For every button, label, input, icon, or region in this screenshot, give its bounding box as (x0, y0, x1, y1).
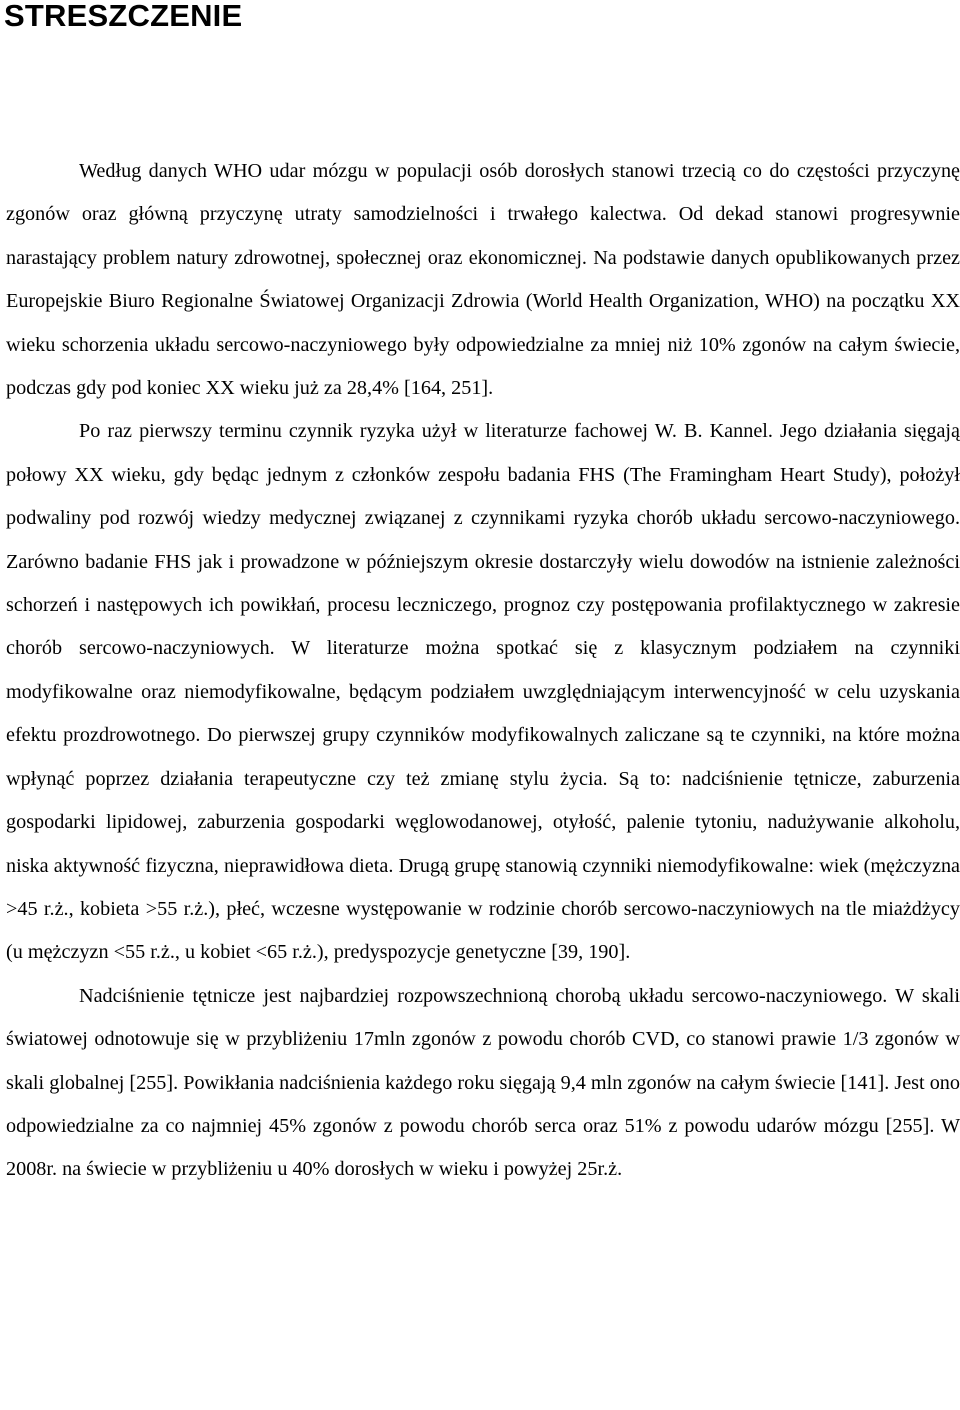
paragraph-risk-factors: Po raz pierwszy terminu czynnik ryzyka użył w literaturze fachowej W. B. Kannel. Jego działania sięgają połowy XX wieku, gdy będąc jednym z członków zespołu badania FHS (The Framingham Heart Study), położył podwaliny pod rozwój wiedzy medycznej związanej z czynnikami ryzyka chorób układu sercowo-naczyniowego. Zarówno badanie FHS jak i prowadzone w późniejszym okresie dostarczyły wielu dowodów na istnienie zależności schorzeń i następowych ich powikłań, procesu leczniczego, prognoz czy postępowania profilaktycznego w zakresie chorób sercowo-naczyniowych. W literaturze można spotkać się z klasycznym podziałem na czynniki modyfikowalne oraz niemodyfikowalne, będącym podziałem uwzględniającym interwencyjność w celu uzyskania efektu prozdrowotnego. Do pierwszej grupy czynników modyfikowalnych zaliczane są te czynniki, na które można wpłynąć poprzez działania terapeutyczne czy też zmianę stylu życia. Są to: nadciśnienie tętnicze, zaburzenia gospodarki lipidowej, zaburzenia gospodarki węglowodanowej, otyłość, palenie tytoniu, nadużywanie alkoholu, niska aktywność fizyczna, nieprawidłowa dieta. Drugą grupę stanowią czynniki niemodyfikowalne: wiek (mężczyzna >45 r.ż., kobieta >55 r.ż.), płeć, wczesne występowanie w rodzinie chorób sercowo-naczyniowych na tle miażdżycy (u mężczyzn <55 r.ż., u kobiet <65 r.ż.), predyspozycje genetyczne [39, 190]. (6, 420, 960, 964)
paragraph-who-stroke: Według danych WHO udar mózgu w populacji osób dorosłych stanowi trzecią co do częstości przyczynę zgonów oraz główną przyczynę utraty samodzielności i trwałego kalectwa. Od dekad stanowi progresywnie narastający problem natury zdrowotnej, społecznej oraz ekonomicznej. Na podstawie danych opublikowanych przez Europejskie Biuro Regionalne Światowej Organizacji Zdrowia (World Health Organization, WHO) na początku XX wieku schorzenia układu sercowo-naczyniowego były odpowiedzialne za mniej niż 10% zgonów na całym świecie, podczas gdy pod koniec XX wieku już za 28,4% [164, 251]. (6, 160, 960, 400)
paragraph-hypertension: Nadciśnienie tętnicze jest najbardziej rozpowszechnioną chorobą układu sercowo-naczyniowego. W skali światowej odnotowuje się w przybliżeniu 17mln zgonów z powodu chorób CVD, co stanowi prawie 1/3 zgonów w skali globalnej [255]. Powikłania nadciśnienia każdego roku sięgają 9,4 mln zgonów na całym świecie [141]. Jest ono odpowiedzialne za co najmniej 45% zgonów z powodu chorób serca oraz 51% z powodu udarów mózgu [255]. W 2008r. na świecie w przybliżeniu u 40% dorosłych w wieku i powyżej 25r.ż. (6, 984, 960, 1181)
document-body (6, 150, 960, 1192)
page-title: STRESZCZENIE (4, 0, 243, 33)
